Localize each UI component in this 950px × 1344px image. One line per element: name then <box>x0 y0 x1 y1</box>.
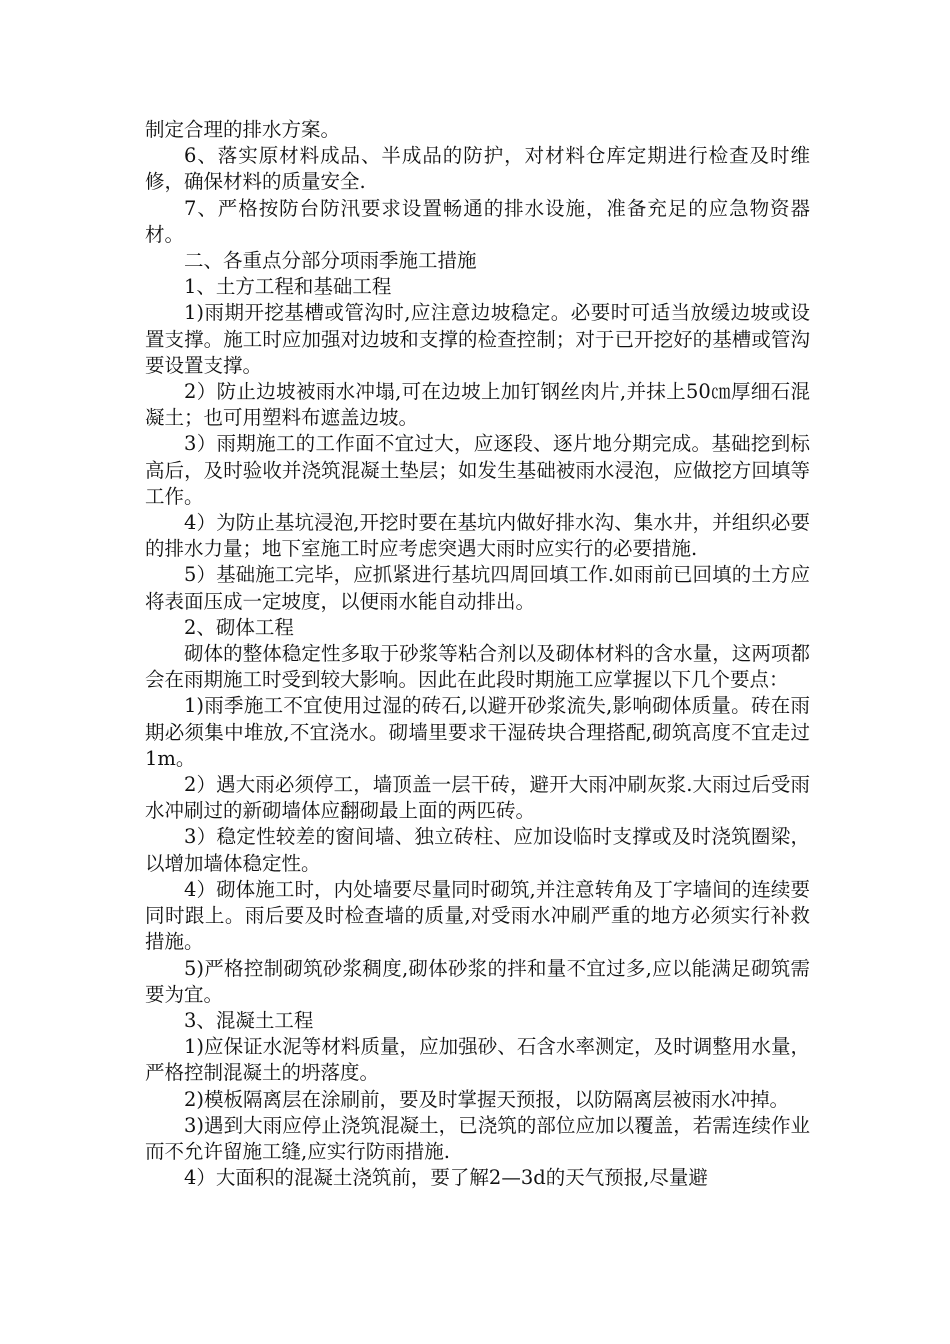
paragraph: 3）稳定性较差的窗间墙、独立砖柱、应加设临时支撑或及时浇筑圈梁，以增加墙体稳定性。 <box>145 825 810 875</box>
section-heading: 二、各重点分部分项雨季施工措施 <box>184 249 477 273</box>
paragraph: 7、严格按防台防汛要求设置畅通的排水设施，准备充足的应急物资器材。 <box>145 196 810 246</box>
paragraph: 2）防止边坡被雨水冲塌,可在边坡上加钉钢丝肉片,并抹上50㎝厚细石混凝土；也可用塑料布遮盖边坡。 <box>145 380 810 430</box>
subsection-heading: 3、混凝土工程 <box>184 1008 314 1032</box>
paragraph: 制定合理的排水方案。 <box>145 118 341 141</box>
paragraph: 4）砌体施工时，内处墙要尽量同时砌筑,并注意转角及丁字墙间的连续要同时跟上。雨后要及时检查墙的质量,对受雨水冲刷严重的地方必须实行补救措施。 <box>145 877 810 954</box>
paragraph: 4）为防止基坑浸泡,开挖时要在基坑内做好排水沟、集水井，并组织必要的排水力量；地下室施工时应考虑突遇大雨时应实行的必要措施. <box>145 511 810 561</box>
paragraph: 1)应保证水泥等材料质量，应加强砂、石含水率测定，及时调整用水量，严格控制混凝土的坍落度。 <box>145 1035 810 1085</box>
subsection-heading: 1、土方工程和基础工程 <box>184 275 392 299</box>
paragraph: 1)雨季施工不宜使用过湿的砖石,以避开砂浆流失,影响砌体质量。砖在雨期必须集中堆放,不宜浇水。砌墙里要求干湿砖块合理搭配,砌筑高度不宜走过1m。 <box>145 694 810 770</box>
paragraph: 6、落实原材料成品、半成品的防护，对材料仓库定期进行检查及时维修，确保材料的质量安全. <box>145 144 810 194</box>
paragraph: 1)雨期开挖基槽或管沟时,应注意边坡稳定。必要时可适当放缓边坡或设置支撑。施工时应加强对边坡和支撑的检查控制；对于已开挖好的基槽或管沟要设置支撑。 <box>145 301 810 377</box>
paragraph: 5）基础施工完毕，应抓紧进行基坑四周回填工作.如雨前已回填的土方应将表面压成一定坡度，以便雨水能自动排出。 <box>145 563 810 613</box>
paragraph: 2)模板隔离层在涂刷前，要及时掌握天预报，以防隔离层被雨水冲掉。 <box>184 1087 790 1111</box>
paragraph: 3)遇到大雨应停止浇筑混凝土，已浇筑的部位应加以覆盖，若需连续作业而不允许留施工缝,应实行防雨措施. <box>145 1113 810 1163</box>
paragraph: 4）大面积的混凝土浇筑前，要了解2—3d的天气预报,尽量避 <box>184 1166 708 1190</box>
document-body <box>145 117 810 1191</box>
paragraph: 3）雨期施工的工作面不宜过大，应逐段、逐片地分期完成。基础挖到标高后，及时验收并浇筑混凝土垫层；如发生基础被雨水浸泡，应做挖方回填等工作。 <box>145 432 810 508</box>
paragraph: 砌体的整体稳定性多取于砂浆等粘合剂以及砌体材料的含水量，这两项都会在雨期施工时受到较大影响。因此在此段时期施工应掌握以下几个要点： <box>145 642 810 692</box>
paragraph: 5)严格控制砌筑砂浆稠度,砌体砂浆的拌和量不宜过多,应以能满足砌筑需要为宜。 <box>145 956 810 1006</box>
paragraph: 2）遇大雨必须停工，墙顶盖一层干砖，避开大雨冲刷灰浆.大雨过后受雨水冲刷过的新砌墙体应翻砌最上面的两匹砖。 <box>145 773 810 823</box>
subsection-heading: 2、砌体工程 <box>184 615 294 639</box>
